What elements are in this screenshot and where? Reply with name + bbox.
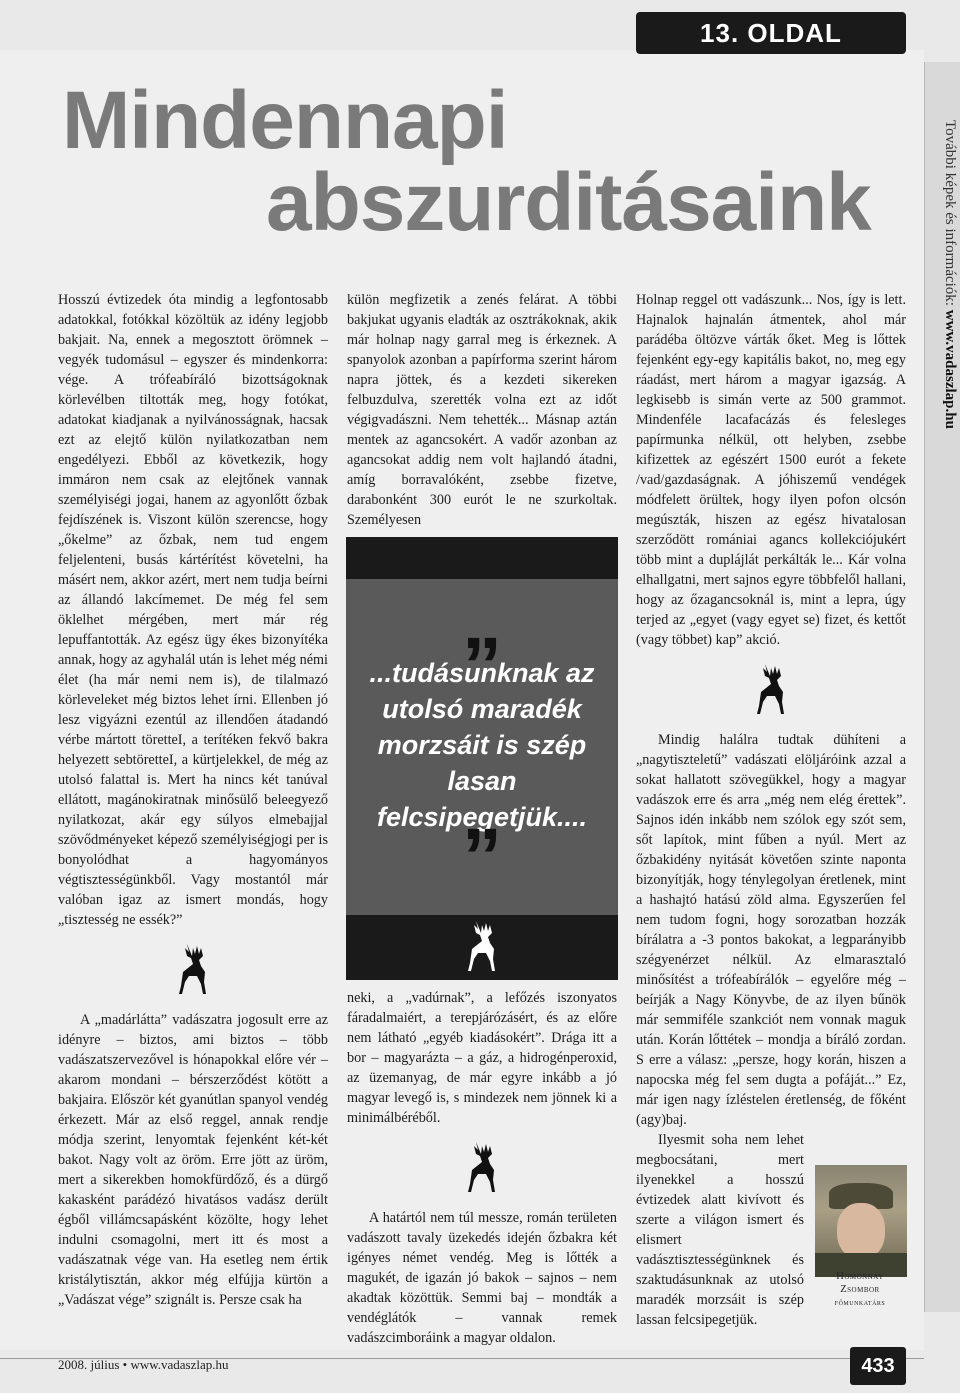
sidebar-info	[928, 120, 958, 760]
author-caption	[812, 1270, 908, 1309]
pull-quote	[346, 537, 618, 980]
paragraph: külön megfizetik a zenés felárat. A többi bakjukat ugyanis eladták az osztrákoknak, akik már holnap nagy garral meg is érkeznek. A spanyolok azonban a papírforma szerint három napra jöttek, és a kezdeti sikereken felbuzdulva, szerették volna ezt az időt végigvadászni. Nem tehették... Másnap aztán mentek az agancsokért. A vadőr azonban az agancsokat addig nem volt hajlandó átadni, amíg borravalóként, zsebbe fizetve, darabonként 300 eurót le ne szurkoltak. Személyesen	[347, 292, 617, 528]
sidebar-text: További képek és információk:	[942, 120, 958, 306]
page-label-badge: 13. OLDAL	[636, 12, 906, 54]
deer-icon	[462, 1140, 502, 1194]
paragraph: Mindig halálra tudtak dühíteni a „nagytiszteletű” vadászati elöljáróink azzal a sokat hallatott szövegükkel, hogy a magyar vadászok erre és arra „még nem elég érettek”. Sajnos idén inkább nem szólok egy szót sem, sőt lapítok, mint fűben a nyúl. Mert az őzbakidény nyitását követően szinte naponta bizonyítják, hogy ténylegolyan éretlenek, mint a hashajtó hatású zöld alma. Egyszerűen fel nem tudom fogni, hogy sorozatban hozzák bírálatra a -3 pontos bakokat, a legparányibb szégyenérzet nélkül. Az elmarasztaló minősítést a trófeabírálók – egyelőre még – beírják a Nagy Könyvbe, de az ilyen bűnök már semmiféle szankciót nem vonnak maguk után. Korán lőttétek – mondja a bíráló zordan. S erre a válasz: „persze, hogy korán, hiszen a napocska még fel sem dugta a pofáját...” Ez, már igen nagy ízléstelen éretlenség, de főként (agy)baj.	[636, 732, 906, 1128]
author-role: főmunkatárs	[834, 1298, 886, 1307]
quote-mark-close: ”	[462, 812, 502, 901]
article-column-2	[347, 290, 617, 530]
paragraph: Holnap reggel ott vadászunk... Nos, így is lett. Hajnalok hajnalán átmentek, ahol már parádéba öltözve várták őket. Meg is lőttek fejenként egy-egy kapitális bakot, no, meg egy ráadást, mert három a magyar igazság. A legkisebb is simán verte az 500 grammot. Mindenféle lacafacázás és felesleges papírmunka nélkül, ott helyben, zsebbe kifizettek az egészért 1500 eurót a fekete /vad/gazdaságnak. A jóhiszemű vendégek módfelett örültek, hogy ilyen pofon olcsón megúszták, hiszen az egész hivatalosan szerződött romániai agancs kollekciójukért több mint a duplájlát perkálták le... Kár volna elhallgatni, mert sajnos egyre többfelől hallani, hogy az őzagancsoknál is, mint a lepra, úgy terjed az „egyet (vagy egyet se) fizet, és kettőt (vagy többet) kap” akció.	[636, 292, 906, 648]
paragraph: Hosszú évtizedek óta mindig a legfontosabb adatokkal, fotókkal közöltük az idény legjobb bakjait. Na, ennek a megosztott örömnek – vegyék tudomásul – egyszer és mindenkorra: vége. A trófeabíráló bizottságoknak körlevélben tiltották meg, hogy fotókat, adatokat kiadjanak a nyilvánosságnak, hacsak ezt az elejtő külön nyilatkozatban nem engedélyezi. Ebből az következik, hogy immáron nem csak az elejtőnek vannak személyiségi jogai, hanem az agyonlőtt őzbak fejdíszének is. Viszont külön szerencse, hogy „őkelme” az őzbak, nem tud engem feljelenteni, busás kártérítést követelni, ha másért nem, akkor azért, mert nem tudja beírni az állandó lakcímemet. De még fel sem öklelhet mérgében, mert már rég lepuffantották. Az egész ügy ékes bizonyítéka annak, hogy az agyhalál után is lehet még némi élet (ha már nemi nem is), de tilalmazó körleveleket még biztos lehet írni. Ellenben jó lesz vigyázni ezentúl az illendően átadandó vérbe mártott töretteI, a terítéken fekvő bakra helyezett sebtöretteI, a kürtjelekkel, de még az utolsó falattal is. Mert ha nincs két tanúval ellátott, magánokiratnak minősülő beleegyező nyilatkozat, akár egy súlyos elmebajjal szövődményeket képező személyiségjogi per is bonyolódhat a hagyományos végtisztességünkből. Vagy mostantól már valóban igaz az ismert mondás, hogy „tisztesség ne essék?”	[58, 292, 328, 928]
paragraph: Ilyesmit soha nem lehet megbocsátani, mert ilyenekkel a hosszú évtizedek alatt kivívott és szerte a világon ismert és elismert vadásztisztességünknek és szaktudásunknak az utolsó maradék morzsáit is szép lassan felcsipegetjük.	[636, 1132, 804, 1328]
pull-quote-text: ...tudásunknak az utolsó maradék morzsáit is szép lasan felcsipegetjük....	[369, 658, 595, 832]
sidebar-url[interactable]: www.vadaszlap.hu	[942, 309, 958, 429]
photo-face	[837, 1203, 885, 1259]
article-title-line2: abszurditásaink	[266, 157, 871, 248]
paragraph: A határtól nem túl messze, román területen vadászott tavaly üzekedés idején őzbakra két igényes német vendég. Meg is lőtték a magukét, de igazán jó bakok – sajnos – nem akadtak közöttük. Semmi baj – mondták a vendéglátók – vannak remek vadászcimboráink a magyar oldalon.	[347, 1210, 617, 1346]
author-photo	[815, 1165, 907, 1277]
deer-icon	[462, 919, 502, 973]
deer-icon	[751, 662, 791, 716]
quote-mark-open: „	[462, 576, 502, 665]
page-number: 433	[850, 1347, 906, 1385]
article-column-2-lower	[347, 988, 617, 1348]
article-column-1	[58, 290, 328, 1310]
author-name-line1: Homonnay	[836, 1271, 884, 1282]
paragraph: A „madárlátta” vadászatra jogosult erre az idényre – biztos, ami biztos – több vadászatszervezővel is hónapokkal előre vér – akarom mondani – bérszerződést kötött a bakjaira. Először két gyanútlan spanyol vendég érkezett. Már az első reggel, annak rendje módja szerint, lenyomtak fejenként két-két bakot. Nagy volt az öröm. Erre jött az üröm, mert a sikerekben homokfürdőző, és a dürgő kakasként parádézó hivatásos vadász derült égből villámcsapásként közölte, hogy lehet indulni csomagolni, mert itt és most a vadászatnak vége van. Ha esetleg nem értik kristálytisztán, akkor még elfújja kürtön a „Vadászat vége” szignált is. Persze csak ha	[58, 1012, 328, 1308]
deer-icon	[173, 942, 213, 996]
article-title-line1: Mindennapi	[62, 75, 508, 166]
footer-text: 2008. július • www.vadaszlap.hu	[58, 1357, 229, 1372]
paragraph: neki, a „vadúrnak”, a lefőzés iszonyatos fáradalmaiért, a terepjárózásért, és az előre nem látható „egyéb kiadásokért”. Drága itt a bor – magyarázta – a gáz, a hidrogénperoxid, az üzemanyag, de már egyre inkább a jó magyar levegő is, s mindezek nem jönnek ki a minimálbéréből.	[347, 990, 617, 1126]
author-name-line2: Zsombor	[840, 1284, 880, 1295]
